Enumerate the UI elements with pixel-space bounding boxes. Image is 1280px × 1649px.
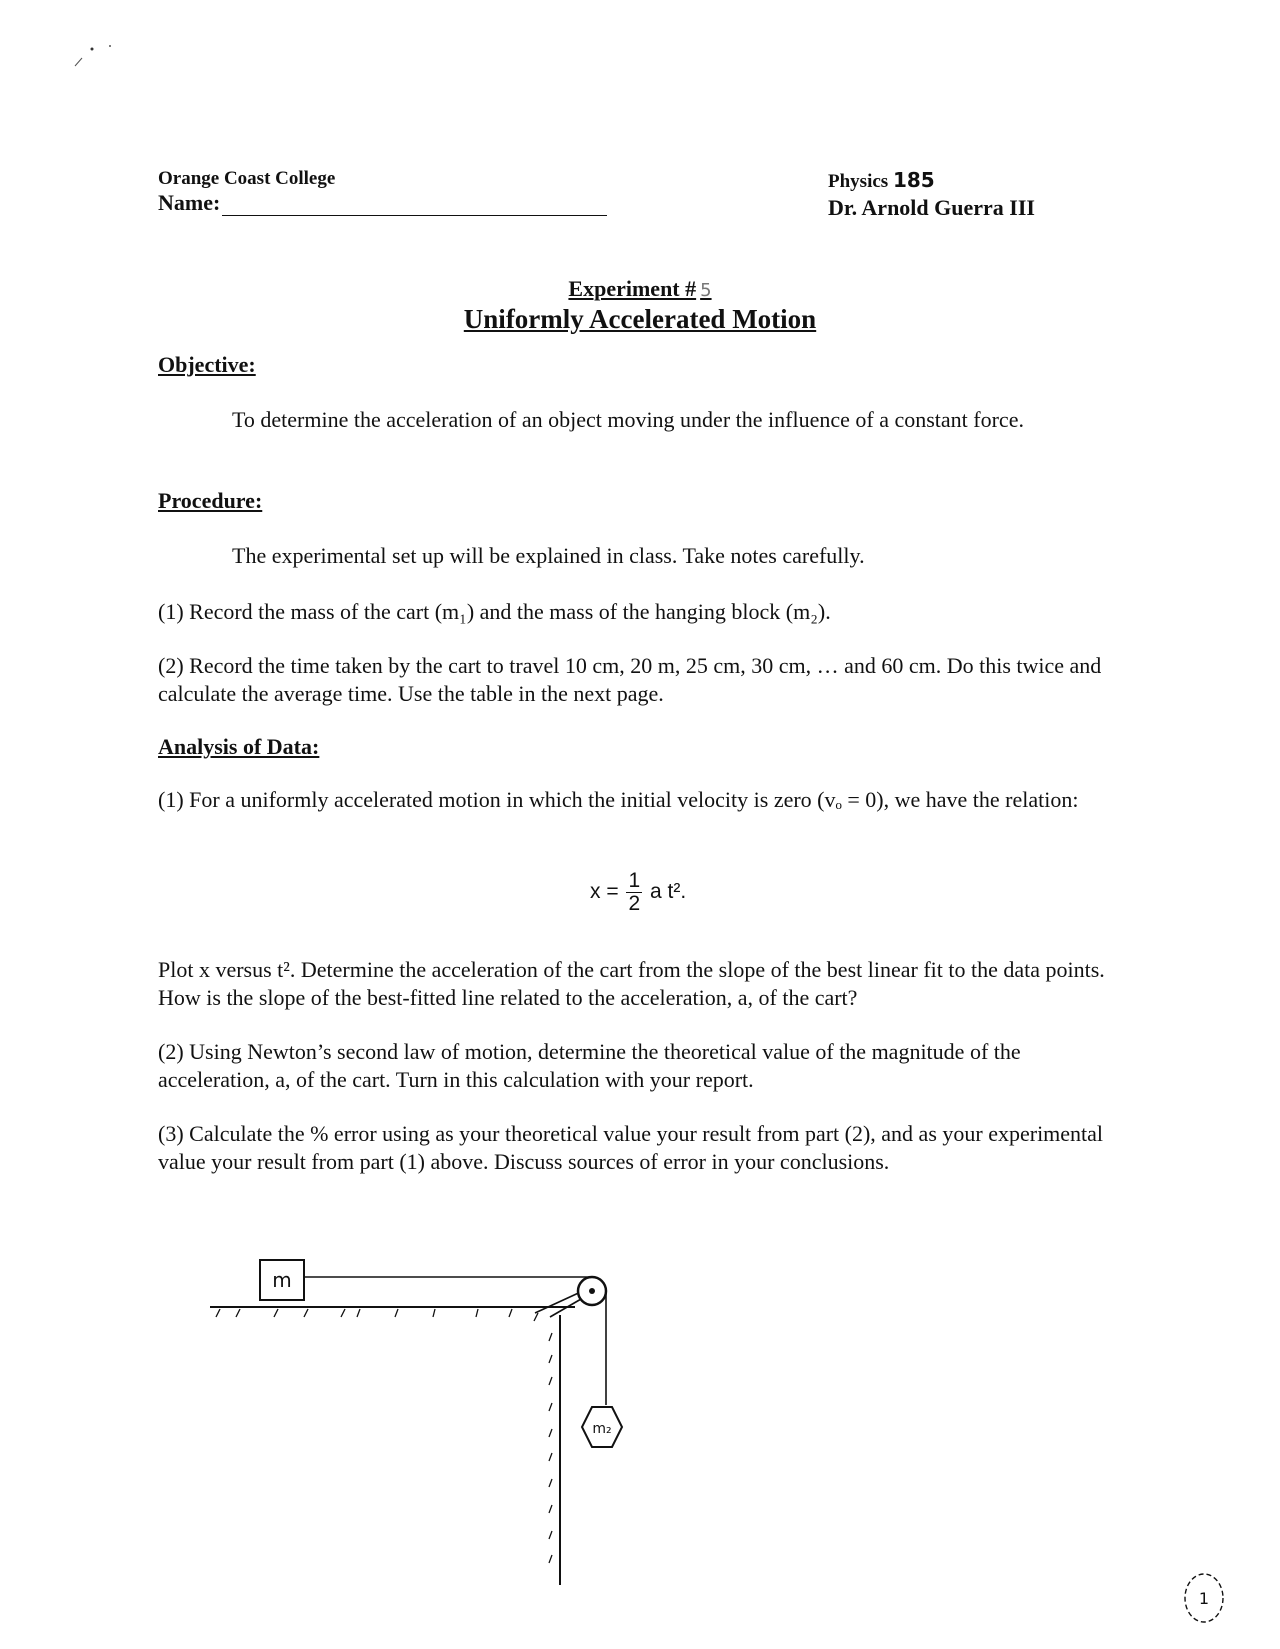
name-row: [158, 190, 607, 216]
equation-fraction: [626, 870, 642, 915]
experiment-number: 5: [700, 280, 712, 301]
equation-numerator: 1: [628, 869, 641, 892]
page-number-circle: [1180, 1570, 1228, 1626]
apparatus-diagram: [200, 1255, 640, 1595]
hanging-mass-label: m₂: [592, 1421, 612, 1437]
objective-text: To determine the acceleration of an object moving under the influence of a constant force.: [232, 407, 1024, 432]
cart-label: m: [272, 1268, 292, 1292]
analysis-heading: Analysis of Data:: [158, 734, 320, 759]
college-name: Orange Coast College: [158, 168, 336, 189]
analysis-plot-text: Plot x versus t². Determine the acceleration of the cart from the slope of the best linear fit to the data points. How is the slope of the best-fitted line related to the acceleration, a, of the cart?: [158, 957, 1105, 1010]
header-right: [828, 168, 1035, 221]
header-left: [158, 168, 607, 216]
procedure-heading: Procedure:: [158, 488, 263, 513]
analysis-item-3: (3) Calculate the % error using as your theoretical value your result from part (2), and as your experimental value your result from part (1) above. Discuss sources of error in your conclusions.: [158, 1121, 1104, 1174]
equation-denominator: 2: [628, 892, 641, 915]
procedure-step-1: (1) Record the mass of the cart (m₁) and the mass of the hanging block (m₂).: [158, 599, 831, 624]
scan-mark-icon: [60, 40, 130, 70]
experiment-line: [0, 276, 1280, 302]
equation-rhs: a t².: [649, 880, 687, 904]
equation: [590, 870, 686, 915]
page-number: 1: [1198, 1589, 1210, 1608]
name-label: Name:: [158, 190, 221, 215]
analysis-item-1: (1) For a uniformly accelerated motion in which the initial velocity is zero (vₒ = 0), we have the relation:: [158, 787, 1079, 812]
course-prefix: Physics: [828, 171, 889, 192]
course-number: 185: [892, 168, 935, 192]
page-title: Uniformly Accelerated Motion: [463, 304, 817, 334]
procedure-step-2: (2) Record the time taken by the cart to travel 10 cm, 20 m, 25 cm, 30 cm, … and 60 cm. Do this twice and calculate the average time. Use the table in the next page.: [158, 653, 1102, 706]
objective-heading: Objective:: [158, 352, 256, 377]
title-block: [0, 276, 1280, 335]
procedure-intro: The experimental set up will be explained in class. Take notes carefully.: [232, 543, 865, 568]
analysis-item-2: (2) Using Newton’s second law of motion, determine the theoretical value of the magnitude of the acceleration, a, of the cart. Turn in this calculation with your report.: [158, 1039, 1021, 1092]
course-title: [828, 168, 1035, 193]
name-blank-line[interactable]: [222, 195, 607, 216]
experiment-label: Experiment #: [568, 276, 697, 301]
table-hatching: [216, 1309, 538, 1321]
edge-hatching: [549, 1333, 552, 1563]
equation-lhs: x =: [590, 880, 619, 904]
instructor-name: Dr. Arnold Guerra III: [828, 195, 1035, 220]
